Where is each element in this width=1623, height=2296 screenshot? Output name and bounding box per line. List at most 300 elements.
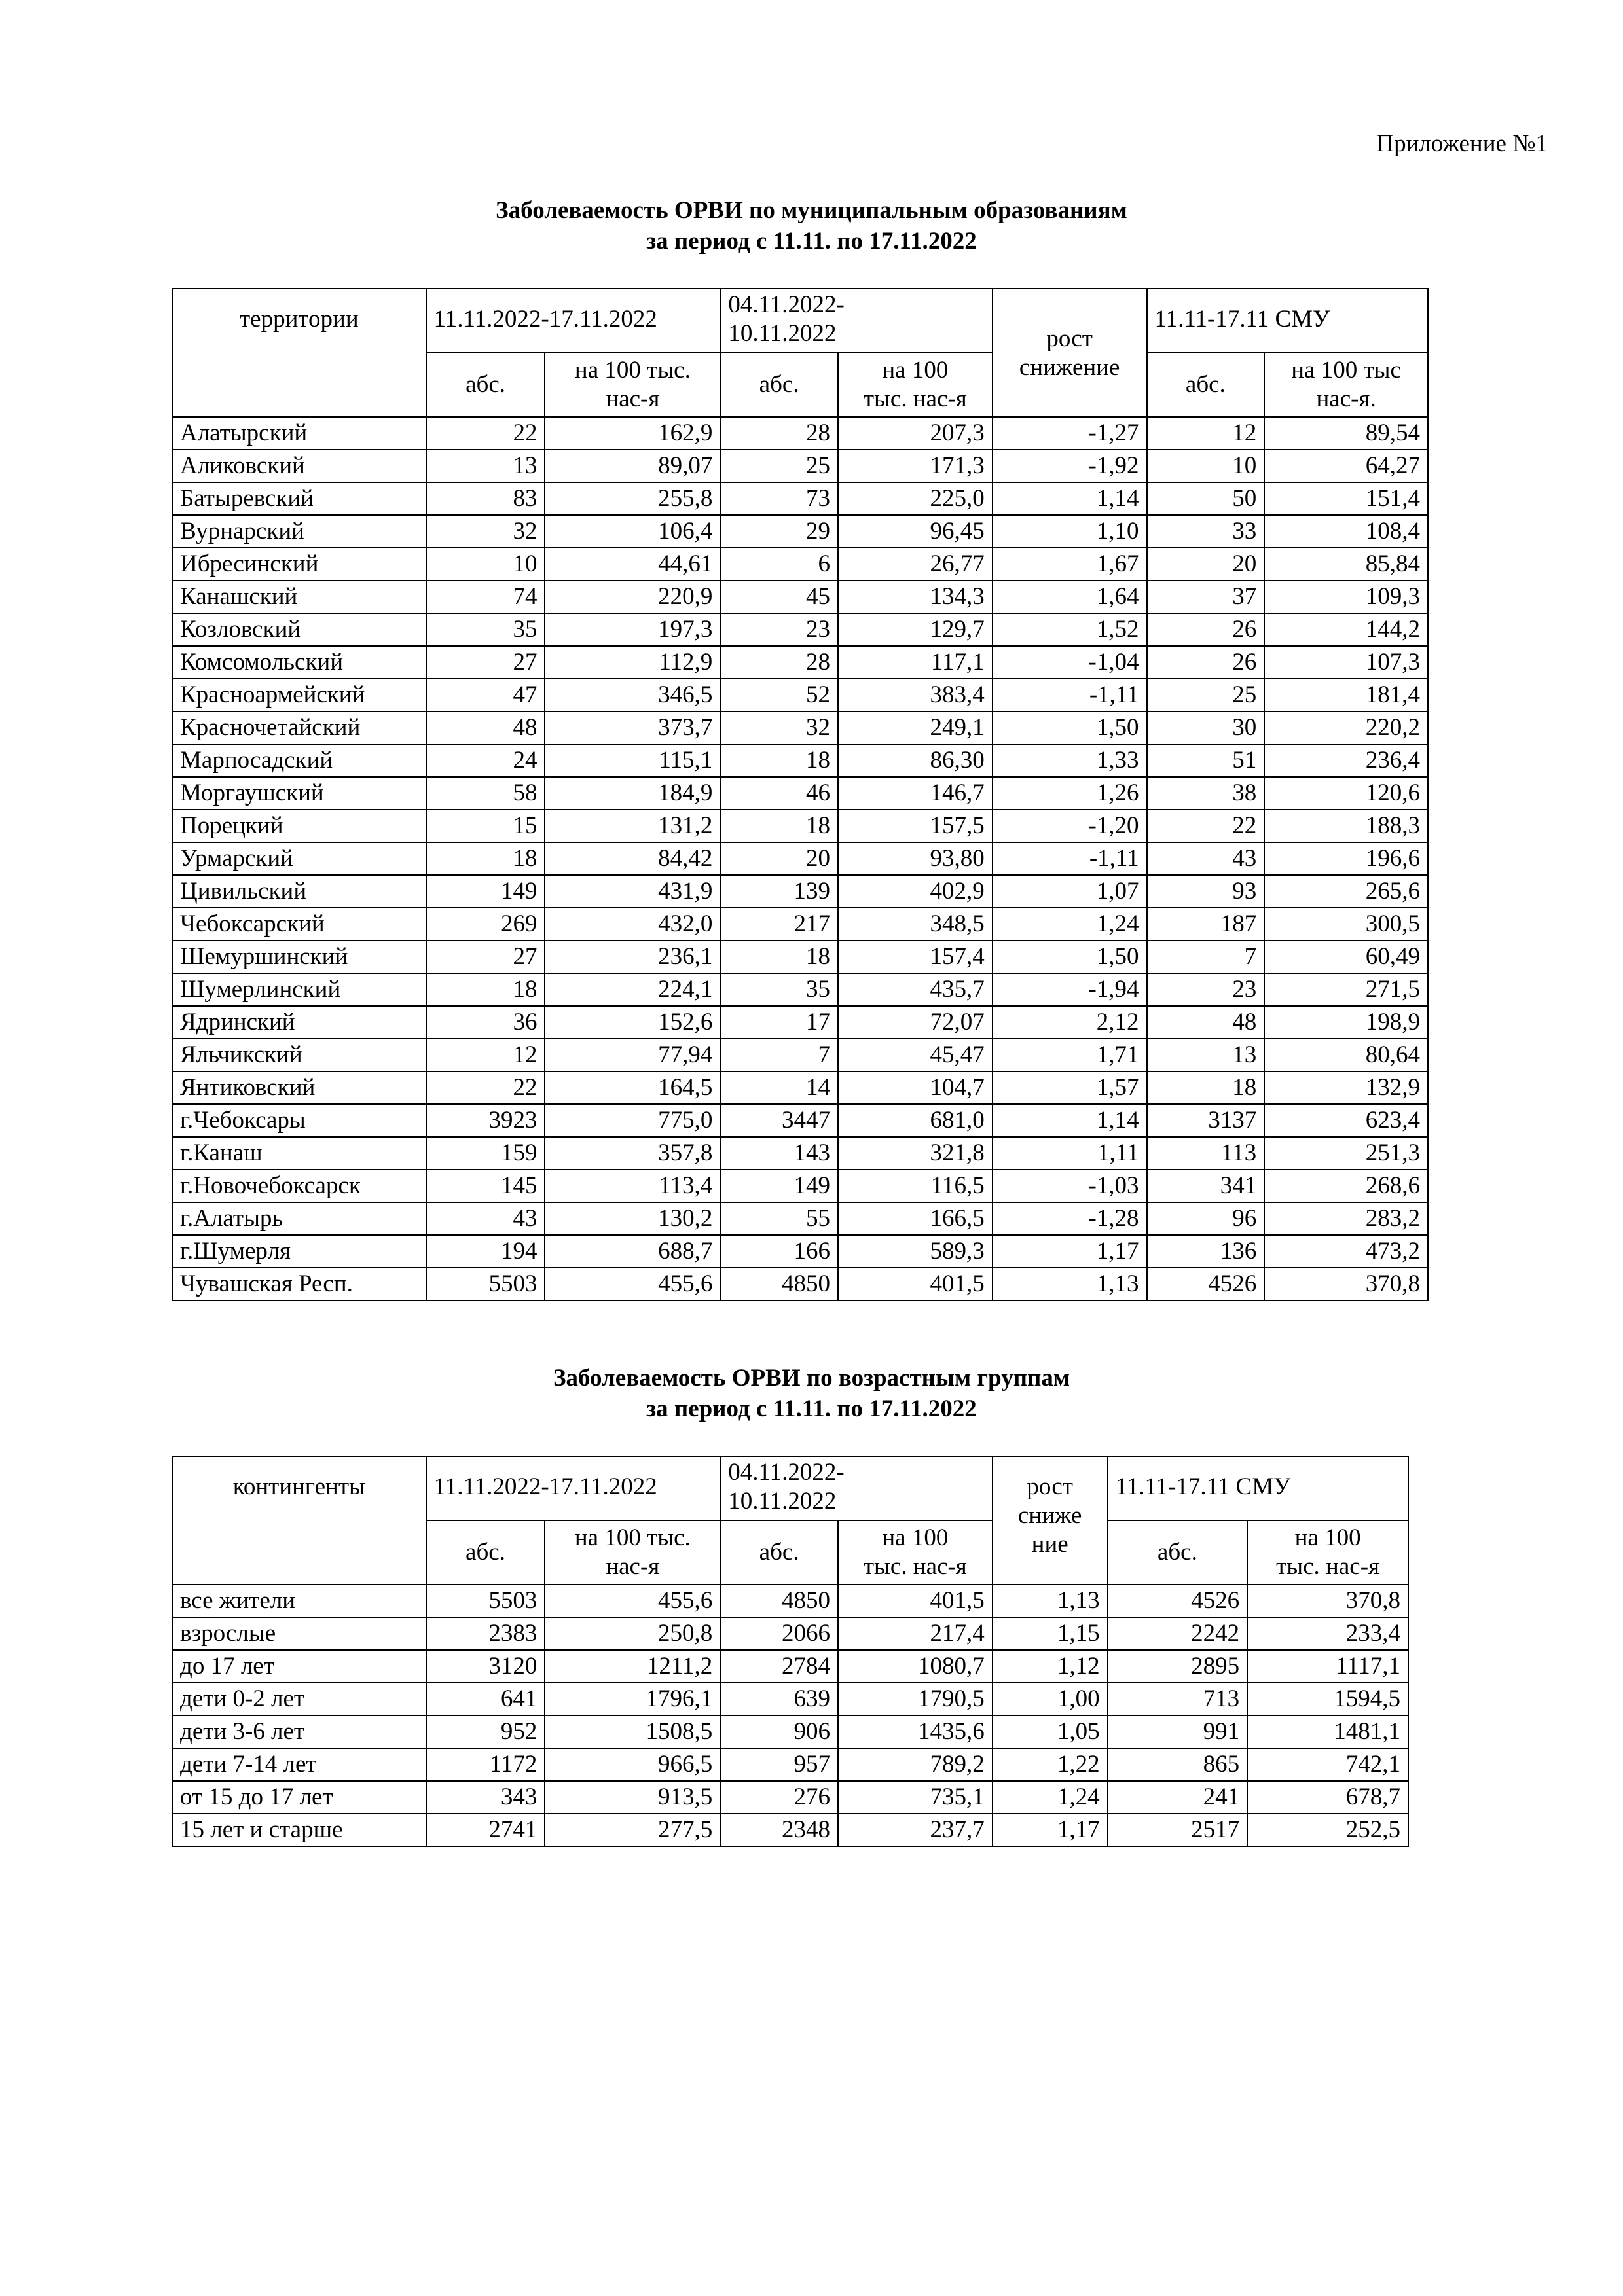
- age-group-morbidity-table: [172, 1456, 1409, 1847]
- table-row: [172, 941, 1428, 973]
- rate-smu: 252,5: [1247, 1814, 1408, 1846]
- rate-previous: 134,3: [838, 581, 993, 613]
- abs-previous: 906: [720, 1715, 838, 1748]
- abs-current: 269: [426, 908, 545, 941]
- table-row: [172, 515, 1428, 548]
- previous-period-line2: 10.11.2022: [728, 320, 837, 347]
- abs-current: 47: [426, 679, 545, 711]
- smu-header: 11.11-17.11 СМУ: [1108, 1456, 1408, 1520]
- rate-current: 220,9: [545, 581, 720, 613]
- abs-previous: 2784: [720, 1650, 838, 1683]
- abs-smu: 113: [1147, 1137, 1265, 1170]
- rate-current: 455,6: [545, 1585, 720, 1617]
- rate-previous: 589,3: [838, 1235, 993, 1268]
- table-row: [172, 646, 1428, 679]
- table-row: [172, 1137, 1428, 1170]
- table2-title-line2: за период с 11.11. по 17.11.2022: [646, 1395, 977, 1422]
- abs-current: 22: [426, 417, 545, 450]
- rate-smu: 678,7: [1247, 1781, 1408, 1814]
- abs-current: 2383: [426, 1617, 545, 1650]
- rate-current: 966,5: [545, 1748, 720, 1781]
- rate-previous: 402,9: [838, 875, 993, 908]
- abs-previous: 2348: [720, 1814, 838, 1846]
- abs-previous: 3447: [720, 1104, 838, 1137]
- rate-header-line2: тыс. нас-я: [1276, 1553, 1380, 1580]
- appendix-label: Приложение №1: [1376, 130, 1548, 157]
- table2-title-line1: Заболеваемость ОРВИ по возрастным группам: [553, 1365, 1070, 1391]
- abs-previous: 28: [720, 417, 838, 450]
- table-row: [172, 908, 1428, 941]
- rate-previous: 1080,7: [838, 1650, 993, 1683]
- rate-previous: 129,7: [838, 613, 993, 646]
- rate-smu: 120,6: [1264, 777, 1428, 810]
- abs-current: 13: [426, 450, 545, 482]
- smu-header: 11.11-17.11 СМУ: [1147, 289, 1428, 353]
- rate-current: 106,4: [545, 515, 720, 548]
- table-row: [172, 1617, 1408, 1650]
- rate-header: [545, 353, 720, 417]
- row-name: Урмарский: [172, 842, 426, 875]
- row-name: Канашский: [172, 581, 426, 613]
- rate-smu: 1481,1: [1247, 1715, 1408, 1748]
- abs-header: абс.: [720, 353, 838, 417]
- abs-smu: 26: [1147, 613, 1265, 646]
- abs-smu: 38: [1147, 777, 1265, 810]
- abs-current: 36: [426, 1006, 545, 1039]
- rate-previous: 146,7: [838, 777, 993, 810]
- table2-title: [0, 1363, 1623, 1424]
- growth-ratio: 1,24: [993, 908, 1147, 941]
- rate-smu: 144,2: [1264, 613, 1428, 646]
- abs-current: 18: [426, 842, 545, 875]
- abs-current: 952: [426, 1715, 545, 1748]
- abs-current: 83: [426, 482, 545, 515]
- growth-ratio: -1,27: [993, 417, 1147, 450]
- row-name: Чебоксарский: [172, 908, 426, 941]
- rate-header-line2: тыс. нас-я: [863, 386, 967, 412]
- growth-ratio: 1,71: [993, 1039, 1147, 1071]
- growth-header: [993, 289, 1147, 417]
- rate-current: 44,61: [545, 548, 720, 581]
- rate-previous: 681,0: [838, 1104, 993, 1137]
- table-row: [172, 1039, 1428, 1071]
- table-row: [172, 1235, 1428, 1268]
- table-row: [172, 1814, 1408, 1846]
- rate-smu: 1117,1: [1247, 1650, 1408, 1683]
- abs-smu: 51: [1147, 744, 1265, 777]
- rate-current: 130,2: [545, 1202, 720, 1235]
- abs-current: 343: [426, 1781, 545, 1814]
- abs-current: 3120: [426, 1650, 545, 1683]
- growth-ratio: 1,13: [993, 1268, 1147, 1300]
- row-name: от 15 до 17 лет: [172, 1781, 426, 1814]
- abs-header: абс.: [1147, 353, 1265, 417]
- table-row: [172, 679, 1428, 711]
- rate-previous: 117,1: [838, 646, 993, 679]
- abs-previous: 32: [720, 711, 838, 744]
- table1-title: [0, 195, 1623, 257]
- growth-ratio: -1,92: [993, 450, 1147, 482]
- growth-ratio: 1,26: [993, 777, 1147, 810]
- previous-period-header: [720, 289, 992, 353]
- abs-smu: 18: [1147, 1071, 1265, 1104]
- growth-ratio: -1,11: [993, 842, 1147, 875]
- rate-current: 115,1: [545, 744, 720, 777]
- abs-smu: 4526: [1108, 1585, 1248, 1617]
- abs-smu: 48: [1147, 1006, 1265, 1039]
- abs-smu: 991: [1108, 1715, 1248, 1748]
- table-row: [172, 1650, 1408, 1683]
- abs-previous: 139: [720, 875, 838, 908]
- abs-previous: 46: [720, 777, 838, 810]
- row-name: Красночетайский: [172, 711, 426, 744]
- rate-smu: 181,4: [1264, 679, 1428, 711]
- abs-previous: 276: [720, 1781, 838, 1814]
- table-row: [172, 1781, 1408, 1814]
- rate-current: 113,4: [545, 1170, 720, 1202]
- rate-smu: 370,8: [1247, 1585, 1408, 1617]
- table-row: [172, 548, 1428, 581]
- table-row: [172, 1104, 1428, 1137]
- rate-smu: 268,6: [1264, 1170, 1428, 1202]
- rate-current: 250,8: [545, 1617, 720, 1650]
- abs-smu: 30: [1147, 711, 1265, 744]
- rate-smu: 196,6: [1264, 842, 1428, 875]
- rate-smu: 151,4: [1264, 482, 1428, 515]
- rate-previous: 435,7: [838, 973, 993, 1006]
- abs-smu: 10: [1147, 450, 1265, 482]
- rate-previous: 401,5: [838, 1585, 993, 1617]
- abs-smu: 3137: [1147, 1104, 1265, 1137]
- region-morbidity-table: [172, 288, 1429, 1301]
- rate-current: 346,5: [545, 679, 720, 711]
- rate-smu: 107,3: [1264, 646, 1428, 679]
- growth-ratio: 1,10: [993, 515, 1147, 548]
- rate-previous: 171,3: [838, 450, 993, 482]
- rate-previous: 166,5: [838, 1202, 993, 1235]
- rate-header-line1: на 100 тыс.: [574, 1524, 691, 1551]
- row-name: г.Новочебоксарск: [172, 1170, 426, 1202]
- table-row: [172, 450, 1428, 482]
- abs-previous: 52: [720, 679, 838, 711]
- growth-ratio: 1,14: [993, 1104, 1147, 1137]
- growth-ratio: 1,17: [993, 1235, 1147, 1268]
- abs-smu: 187: [1147, 908, 1265, 941]
- abs-smu: 341: [1147, 1170, 1265, 1202]
- abs-smu: 93: [1147, 875, 1265, 908]
- abs-previous: 45: [720, 581, 838, 613]
- abs-previous: 639: [720, 1683, 838, 1715]
- table2-header-row: [172, 1456, 1408, 1520]
- abs-current: 145: [426, 1170, 545, 1202]
- rate-previous: 207,3: [838, 417, 993, 450]
- growth-header-line1: рост: [1046, 325, 1093, 352]
- rate-previous: 1435,6: [838, 1715, 993, 1748]
- rate-previous: 348,5: [838, 908, 993, 941]
- growth-ratio: 1,64: [993, 581, 1147, 613]
- abs-header: абс.: [426, 1520, 545, 1585]
- rate-header-line1: на 100: [1294, 1524, 1361, 1551]
- rate-current: 197,3: [545, 613, 720, 646]
- rate-previous: 217,4: [838, 1617, 993, 1650]
- growth-ratio: -1,03: [993, 1170, 1147, 1202]
- growth-header: [993, 1456, 1108, 1585]
- abs-smu: 13: [1147, 1039, 1265, 1071]
- growth-ratio: -1,94: [993, 973, 1147, 1006]
- row-name: Аликовский: [172, 450, 426, 482]
- table-row: [172, 1202, 1428, 1235]
- rate-current: 255,8: [545, 482, 720, 515]
- rate-header-line2: нас-я: [606, 386, 660, 412]
- table-row: [172, 875, 1428, 908]
- abs-previous: 149: [720, 1170, 838, 1202]
- abs-smu: 22: [1147, 810, 1265, 842]
- table-row: [172, 973, 1428, 1006]
- rate-current: 1796,1: [545, 1683, 720, 1715]
- growth-header-line2: снижение: [1019, 354, 1120, 381]
- growth-ratio: 1,22: [993, 1748, 1108, 1781]
- contingents-header: контингенты: [172, 1456, 426, 1585]
- rate-smu: 370,8: [1264, 1268, 1428, 1300]
- abs-header: абс.: [720, 1520, 838, 1585]
- table1-title-line2: за период с 11.11. по 17.11.2022: [646, 228, 977, 255]
- growth-header-line1: рост: [1027, 1473, 1073, 1500]
- rate-header-line1: на 100 тыс: [1291, 357, 1401, 384]
- abs-previous: 957: [720, 1748, 838, 1781]
- table1-body: [172, 417, 1428, 1300]
- rate-smu: 742,1: [1247, 1748, 1408, 1781]
- previous-period-line1: 04.11.2022-: [728, 291, 845, 318]
- abs-previous: 7: [720, 1039, 838, 1071]
- abs-smu: 33: [1147, 515, 1265, 548]
- rate-smu: 60,49: [1264, 941, 1428, 973]
- table1-title-line1: Заболеваемость ОРВИ по муниципальным образованиям: [496, 197, 1127, 224]
- row-name: Красноармейский: [172, 679, 426, 711]
- rate-previous: 401,5: [838, 1268, 993, 1300]
- rate-previous: 1790,5: [838, 1683, 993, 1715]
- abs-current: 149: [426, 875, 545, 908]
- table2-body: [172, 1585, 1408, 1846]
- rate-smu: 1594,5: [1247, 1683, 1408, 1715]
- rate-header-line1: на 100: [882, 357, 949, 384]
- row-name: г.Алатырь: [172, 1202, 426, 1235]
- abs-previous: 35: [720, 973, 838, 1006]
- rate-previous: 383,4: [838, 679, 993, 711]
- rate-smu: 85,84: [1264, 548, 1428, 581]
- rate-smu: 220,2: [1264, 711, 1428, 744]
- abs-current: 24: [426, 744, 545, 777]
- abs-smu: 713: [1108, 1683, 1248, 1715]
- previous-period-line1: 04.11.2022-: [728, 1459, 845, 1486]
- rate-smu: 283,2: [1264, 1202, 1428, 1235]
- rate-current: 131,2: [545, 810, 720, 842]
- table-row: [172, 1006, 1428, 1039]
- abs-current: 27: [426, 941, 545, 973]
- growth-ratio: 1,50: [993, 941, 1147, 973]
- row-name: Ибресинский: [172, 548, 426, 581]
- rate-current: 455,6: [545, 1268, 720, 1300]
- abs-current: 2741: [426, 1814, 545, 1846]
- table-row: [172, 417, 1428, 450]
- row-name: Яльчикский: [172, 1039, 426, 1071]
- rate-smu: 233,4: [1247, 1617, 1408, 1650]
- row-name: дети 7-14 лет: [172, 1748, 426, 1781]
- table-row: [172, 1683, 1408, 1715]
- table-row: [172, 1748, 1408, 1781]
- abs-smu: 25: [1147, 679, 1265, 711]
- abs-previous: 73: [720, 482, 838, 515]
- rate-current: 236,1: [545, 941, 720, 973]
- growth-ratio: 1,57: [993, 1071, 1147, 1104]
- rate-header-line1: на 100: [882, 1524, 949, 1551]
- abs-current: 32: [426, 515, 545, 548]
- growth-ratio: 1,24: [993, 1781, 1108, 1814]
- row-name: 15 лет и старше: [172, 1814, 426, 1846]
- abs-previous: 28: [720, 646, 838, 679]
- rate-smu: 271,5: [1264, 973, 1428, 1006]
- abs-current: 159: [426, 1137, 545, 1170]
- abs-current: 48: [426, 711, 545, 744]
- rate-previous: 157,4: [838, 941, 993, 973]
- table-row: [172, 1170, 1428, 1202]
- abs-current: 74: [426, 581, 545, 613]
- rate-current: 224,1: [545, 973, 720, 1006]
- rate-current: 152,6: [545, 1006, 720, 1039]
- abs-current: 15: [426, 810, 545, 842]
- abs-current: 3923: [426, 1104, 545, 1137]
- abs-smu: 4526: [1147, 1268, 1265, 1300]
- row-name: Янтиковский: [172, 1071, 426, 1104]
- abs-current: 1172: [426, 1748, 545, 1781]
- abs-previous: 4850: [720, 1585, 838, 1617]
- growth-ratio: -1,11: [993, 679, 1147, 711]
- row-name: Шемуршинский: [172, 941, 426, 973]
- abs-previous: 55: [720, 1202, 838, 1235]
- row-name: Комсомольский: [172, 646, 426, 679]
- row-name: г.Чебоксары: [172, 1104, 426, 1137]
- rate-previous: 104,7: [838, 1071, 993, 1104]
- rate-current: 162,9: [545, 417, 720, 450]
- row-name: г.Канаш: [172, 1137, 426, 1170]
- abs-previous: 217: [720, 908, 838, 941]
- abs-current: 35: [426, 613, 545, 646]
- table-row: [172, 711, 1428, 744]
- rate-current: 164,5: [545, 1071, 720, 1104]
- abs-current: 5503: [426, 1268, 545, 1300]
- row-name: Цивильский: [172, 875, 426, 908]
- rate-current: 913,5: [545, 1781, 720, 1814]
- abs-previous: 2066: [720, 1617, 838, 1650]
- growth-ratio: 2,12: [993, 1006, 1147, 1039]
- rate-current: 1211,2: [545, 1650, 720, 1683]
- growth-ratio: 1,33: [993, 744, 1147, 777]
- table1-header-row: [172, 289, 1428, 353]
- row-name: Чувашская Респ.: [172, 1268, 426, 1300]
- rate-smu: 623,4: [1264, 1104, 1428, 1137]
- abs-smu: 136: [1147, 1235, 1265, 1268]
- abs-previous: 18: [720, 941, 838, 973]
- abs-current: 12: [426, 1039, 545, 1071]
- growth-ratio: 1,50: [993, 711, 1147, 744]
- rate-previous: 789,2: [838, 1748, 993, 1781]
- abs-smu: 865: [1108, 1748, 1248, 1781]
- abs-current: 58: [426, 777, 545, 810]
- row-name: Моргаушский: [172, 777, 426, 810]
- previous-period-line2: 10.11.2022: [728, 1488, 837, 1515]
- rate-header-line1: на 100 тыс.: [574, 357, 691, 384]
- current-period-header: 11.11.2022-17.11.2022: [426, 1456, 721, 1520]
- table-row: [172, 1585, 1408, 1617]
- abs-smu: 2517: [1108, 1814, 1248, 1846]
- rate-smu: 251,3: [1264, 1137, 1428, 1170]
- rate-previous: 45,47: [838, 1039, 993, 1071]
- rate-smu: 236,4: [1264, 744, 1428, 777]
- abs-smu: 26: [1147, 646, 1265, 679]
- rate-previous: 735,1: [838, 1781, 993, 1814]
- row-name: Козловский: [172, 613, 426, 646]
- growth-ratio: 1,07: [993, 875, 1147, 908]
- growth-ratio: 1,67: [993, 548, 1147, 581]
- rate-current: 89,07: [545, 450, 720, 482]
- growth-ratio: -1,04: [993, 646, 1147, 679]
- rate-header: [1264, 353, 1428, 417]
- abs-current: 43: [426, 1202, 545, 1235]
- abs-header: абс.: [1108, 1520, 1248, 1585]
- rate-smu: 132,9: [1264, 1071, 1428, 1104]
- abs-current: 5503: [426, 1585, 545, 1617]
- rate-current: 431,9: [545, 875, 720, 908]
- row-name: Ядринский: [172, 1006, 426, 1039]
- rate-smu: 300,5: [1264, 908, 1428, 941]
- rate-header-line2: тыс. нас-я: [863, 1553, 967, 1580]
- rate-current: 373,7: [545, 711, 720, 744]
- rate-current: 184,9: [545, 777, 720, 810]
- rate-previous: 225,0: [838, 482, 993, 515]
- row-name: Вурнарский: [172, 515, 426, 548]
- table-row: [172, 1071, 1428, 1104]
- abs-smu: 2895: [1108, 1650, 1248, 1683]
- abs-previous: 20: [720, 842, 838, 875]
- abs-previous: 166: [720, 1235, 838, 1268]
- growth-ratio: 1,52: [993, 613, 1147, 646]
- abs-previous: 25: [720, 450, 838, 482]
- growth-ratio: -1,28: [993, 1202, 1147, 1235]
- row-name: г.Шумерля: [172, 1235, 426, 1268]
- table-row: [172, 581, 1428, 613]
- row-name: взрослые: [172, 1617, 426, 1650]
- growth-ratio: 1,05: [993, 1715, 1108, 1748]
- growth-ratio: 1,11: [993, 1137, 1147, 1170]
- rate-smu: 198,9: [1264, 1006, 1428, 1039]
- abs-smu: 20: [1147, 548, 1265, 581]
- rate-smu: 109,3: [1264, 581, 1428, 613]
- rate-previous: 93,80: [838, 842, 993, 875]
- abs-current: 194: [426, 1235, 545, 1268]
- rate-header-line2: нас-я.: [1316, 386, 1376, 412]
- row-name: Алатырский: [172, 417, 426, 450]
- rate-header: [838, 1520, 993, 1585]
- row-name: Порецкий: [172, 810, 426, 842]
- table-row: [172, 482, 1428, 515]
- rate-header: [545, 1520, 720, 1585]
- rate-current: 277,5: [545, 1814, 720, 1846]
- growth-header-line2: сниже: [1017, 1502, 1082, 1529]
- table-row: [172, 810, 1428, 842]
- rate-smu: 473,2: [1264, 1235, 1428, 1268]
- abs-current: 18: [426, 973, 545, 1006]
- previous-period-header: [720, 1456, 993, 1520]
- rate-smu: 188,3: [1264, 810, 1428, 842]
